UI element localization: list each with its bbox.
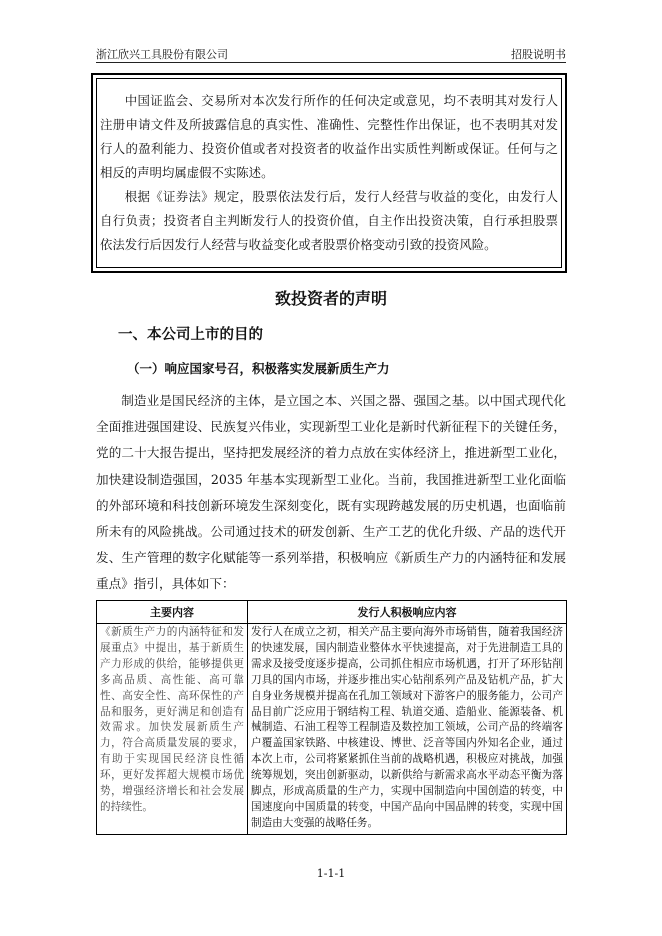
company-name: 浙江欣兴工具股份有限公司 <box>96 48 228 61</box>
cell-main-content: 《新质生产力的内涵特征和发展重点》中提出，基于新质生产力形成的供给，能够提供更多高品质、高性能、高可靠性、高安全性、高环保性的产品和服务，更好满足和创造有效需求。加快发展新质生产力，符合高质量发展的要求，有助于实现国民经济良性循环，更好发挥超大规模市场优势，增强经济增长和社会发展的持续性。 <box>97 624 248 835</box>
section-heading: 一、本公司上市的目的 <box>118 327 263 343</box>
header-main-content: 主要内容 <box>97 601 248 624</box>
document-type: 招股说明书 <box>511 48 566 61</box>
content-table <box>96 600 567 835</box>
cell-issuer-response: 发行人在成立之初，相关产品主要向海外市场销售，随着我国经济的快速发展，国内制造业整体水平快速提高，对于先进制造工具的需求及接受度逐步提高，公司抓住相应市场机遇，打开了环形钻削刀具的国内市场，并逐步推出实心钻削系列产品及钻机产品，扩大自身业务规模并提高在孔加工领域对下游客户的服务能力，公司产品目前广泛应用于钢结构工程、轨道交通、造船业、能源装备、机械制造、石油工程等工程制造及数控加工领域，公司产品的终端客户覆盖国家铁路、中核建设、博世、泛音等国内外知名企业，通过本次上市，公司将紧紧抓住当前的战略机遇，积极应对挑战，加强统筹规划，突出创新驱动，以新供给与新需求高水平动态平衡为落脚点，形成高质量的生产力，实现中国制造向中国创造的转变，中国速度向中国质量的转变，中国产品向中国品牌的转变，实现中国制造由大变强的战略任务。 <box>248 624 567 835</box>
header-issuer-response: 发行人积极响应内容 <box>248 601 567 624</box>
page-header <box>96 44 566 63</box>
notice-paragraph-1: 中国证监会、交易所对本次发行所作的任何决定或意见，均不表明其对发行人注册申请文件及所披露信息的真实性、准确性、完整性作出保证，也不表明其对发行人的盈利能力、投资价值或者对投资者的收益作出实质性判断或保证。任何与之相反的声明均属虚假不实陈述。 <box>100 93 558 180</box>
page-number: 1-1-1 <box>316 867 346 880</box>
document-title: 致投资者的声明 <box>274 289 387 308</box>
table-header-row <box>97 601 567 624</box>
notice-inner-frame <box>96 78 562 268</box>
regulatory-notice-box <box>91 73 567 273</box>
notice-paragraph-2: 根据《证券法》规定，股票依法发行后，发行人经营与收益的变化，由发行人自行负责；投资者自主判断发行人的投资价值，自主作出投资决策，自行承担股票依法发行后因发行人经营与收益变化或者股票价格变动引致的投资风险。 <box>100 189 558 252</box>
table-row <box>97 624 567 835</box>
body-paragraph: 制造业是国民经济的主体，是立国之本、兴国之器、强国之基。以中国式现代化全面推进强国建设、民族复兴伟业，实现新型工业化是新时代新征程下的关键任务，党的二十大报告提出，坚持把发展经济的着力点放在实体经济上，推进新型工业化，加快建设制造强国，2035 年基本实现新型工业化。当前，我国推进新型工业化面临的外部环境和科技创新环境发生深刻变化，既有实现跨越发展的历史机遇，也面临前所未有的风险挑战。公司通过技术的研发创新、生产工艺的优化升级、产品的迭代开发、生产管理的数字化赋能等一系列举措，积极响应《新质生产力的内涵特征和发展重点》指引，具体如下： <box>96 393 566 592</box>
subsection-heading: （一）响应国家号召，积极落实发展新质生产力 <box>127 361 390 376</box>
